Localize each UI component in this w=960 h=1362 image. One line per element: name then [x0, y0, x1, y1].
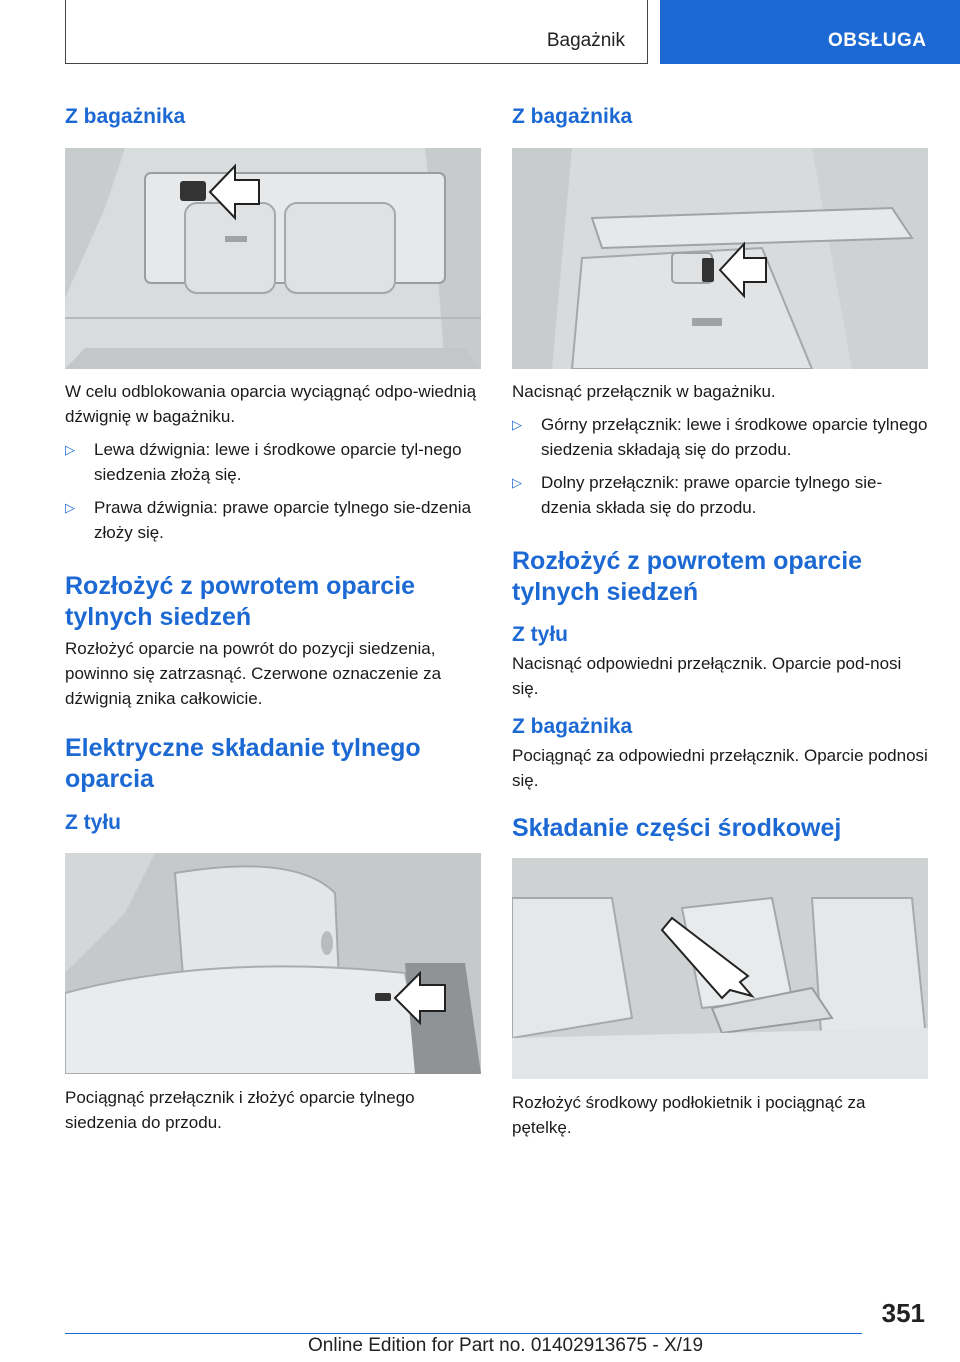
heading-from-rear: Z tyłu: [65, 811, 121, 834]
section-title: Bagażnik: [546, 30, 625, 51]
bullet-item: ▷ Dolny przełącznik: prawe oparcie tylnego sie-dzenia składa się do przodu.: [512, 470, 928, 520]
text-center-armrest: Rozłożyć środkowy podłokietnik i pociągnąć za pętelkę.: [512, 1093, 866, 1137]
figure-center-section: [512, 858, 928, 1079]
text-rear-switch: Nacisnąć odpowiedni przełącznik. Oparcie pod-nosi się.: [512, 654, 902, 698]
figure-trunk-switch: [512, 148, 928, 369]
left-bullet-list: [65, 437, 481, 545]
heading-from-trunk-2: Z bagażnika: [512, 715, 633, 738]
bullet-item: ▷ Górny przełącznik: lewe i środkowe oparcie tylnego siedzenia składają się do przodu.: [512, 412, 928, 462]
chapter-tab[interactable]: [660, 0, 960, 64]
heading-center-fold: Składanie części środkowej: [512, 814, 842, 842]
edition-footer: Online Edition for Part no. 01402913675 - X/19: [308, 1335, 704, 1356]
text-press-switch: Nacisnąć przełącznik w bagażniku.: [512, 382, 776, 401]
text-unlock: W celu odblokowania oparcia wyciągnąć odpo-wiednią dźwignię w bagażniku.: [65, 382, 477, 426]
text-fold-back: Rozłożyć oparcie na powrót do pozycji siedzenia, powinno się zatrzasnąć. Czerwone oznaczenie za dźwignią znika całkowicie.: [65, 639, 442, 708]
chapter-tab-label: OBSŁUGA: [828, 30, 927, 51]
trunk-switch-illustration: [512, 148, 928, 369]
triangle-bullet-icon: ▷: [65, 442, 75, 457]
center-section-illustration: [512, 858, 928, 1079]
triangle-bullet-icon: ▷: [512, 475, 522, 490]
heading-from-trunk: Z bagażnika: [65, 105, 186, 128]
header-box: [65, 0, 648, 64]
figure-seat-switch: [65, 853, 481, 1074]
bullet-item: ▷ Prawa dźwignia: prawe oparcie tylnego sie-dzenia złoży się.: [65, 495, 481, 545]
heading-from-trunk: Z bagażnika: [512, 105, 633, 128]
bullet-item: ▷ Lewa dźwignia: lewe i środkowe oparcie tyl-nego siedzenia złożą się.: [65, 437, 481, 487]
seat-switch-illustration: [65, 853, 481, 1074]
triangle-bullet-icon: ▷: [65, 500, 75, 515]
page-number: 351: [881, 1298, 925, 1328]
text-trunk-switch: Pociągnąć za odpowiedni przełącznik. Oparcie podnosi się.: [512, 746, 928, 790]
right-column: [512, 103, 928, 1140]
trunk-lever-illustration: [65, 148, 481, 369]
footer-divider: [65, 1333, 862, 1334]
text-pull-switch: Pociągnąć przełącznik i złożyć oparcie tylnego siedzenia do przodu.: [65, 1088, 415, 1132]
figure-trunk-lever: [65, 148, 481, 369]
heading-fold-back: Rozłożyć z powrotem oparcie tylnych siedzeń: [65, 572, 416, 631]
heading-from-rear: Z tyłu: [512, 623, 568, 646]
triangle-bullet-icon: ▷: [512, 417, 522, 432]
heading-fold-back: Rozłożyć z powrotem oparcie tylnych siedzeń: [512, 547, 863, 606]
heading-electric-fold: Elektryczne składanie tylnego oparcia: [65, 734, 421, 793]
right-bullet-list: [512, 412, 928, 520]
left-column: [65, 103, 481, 1135]
